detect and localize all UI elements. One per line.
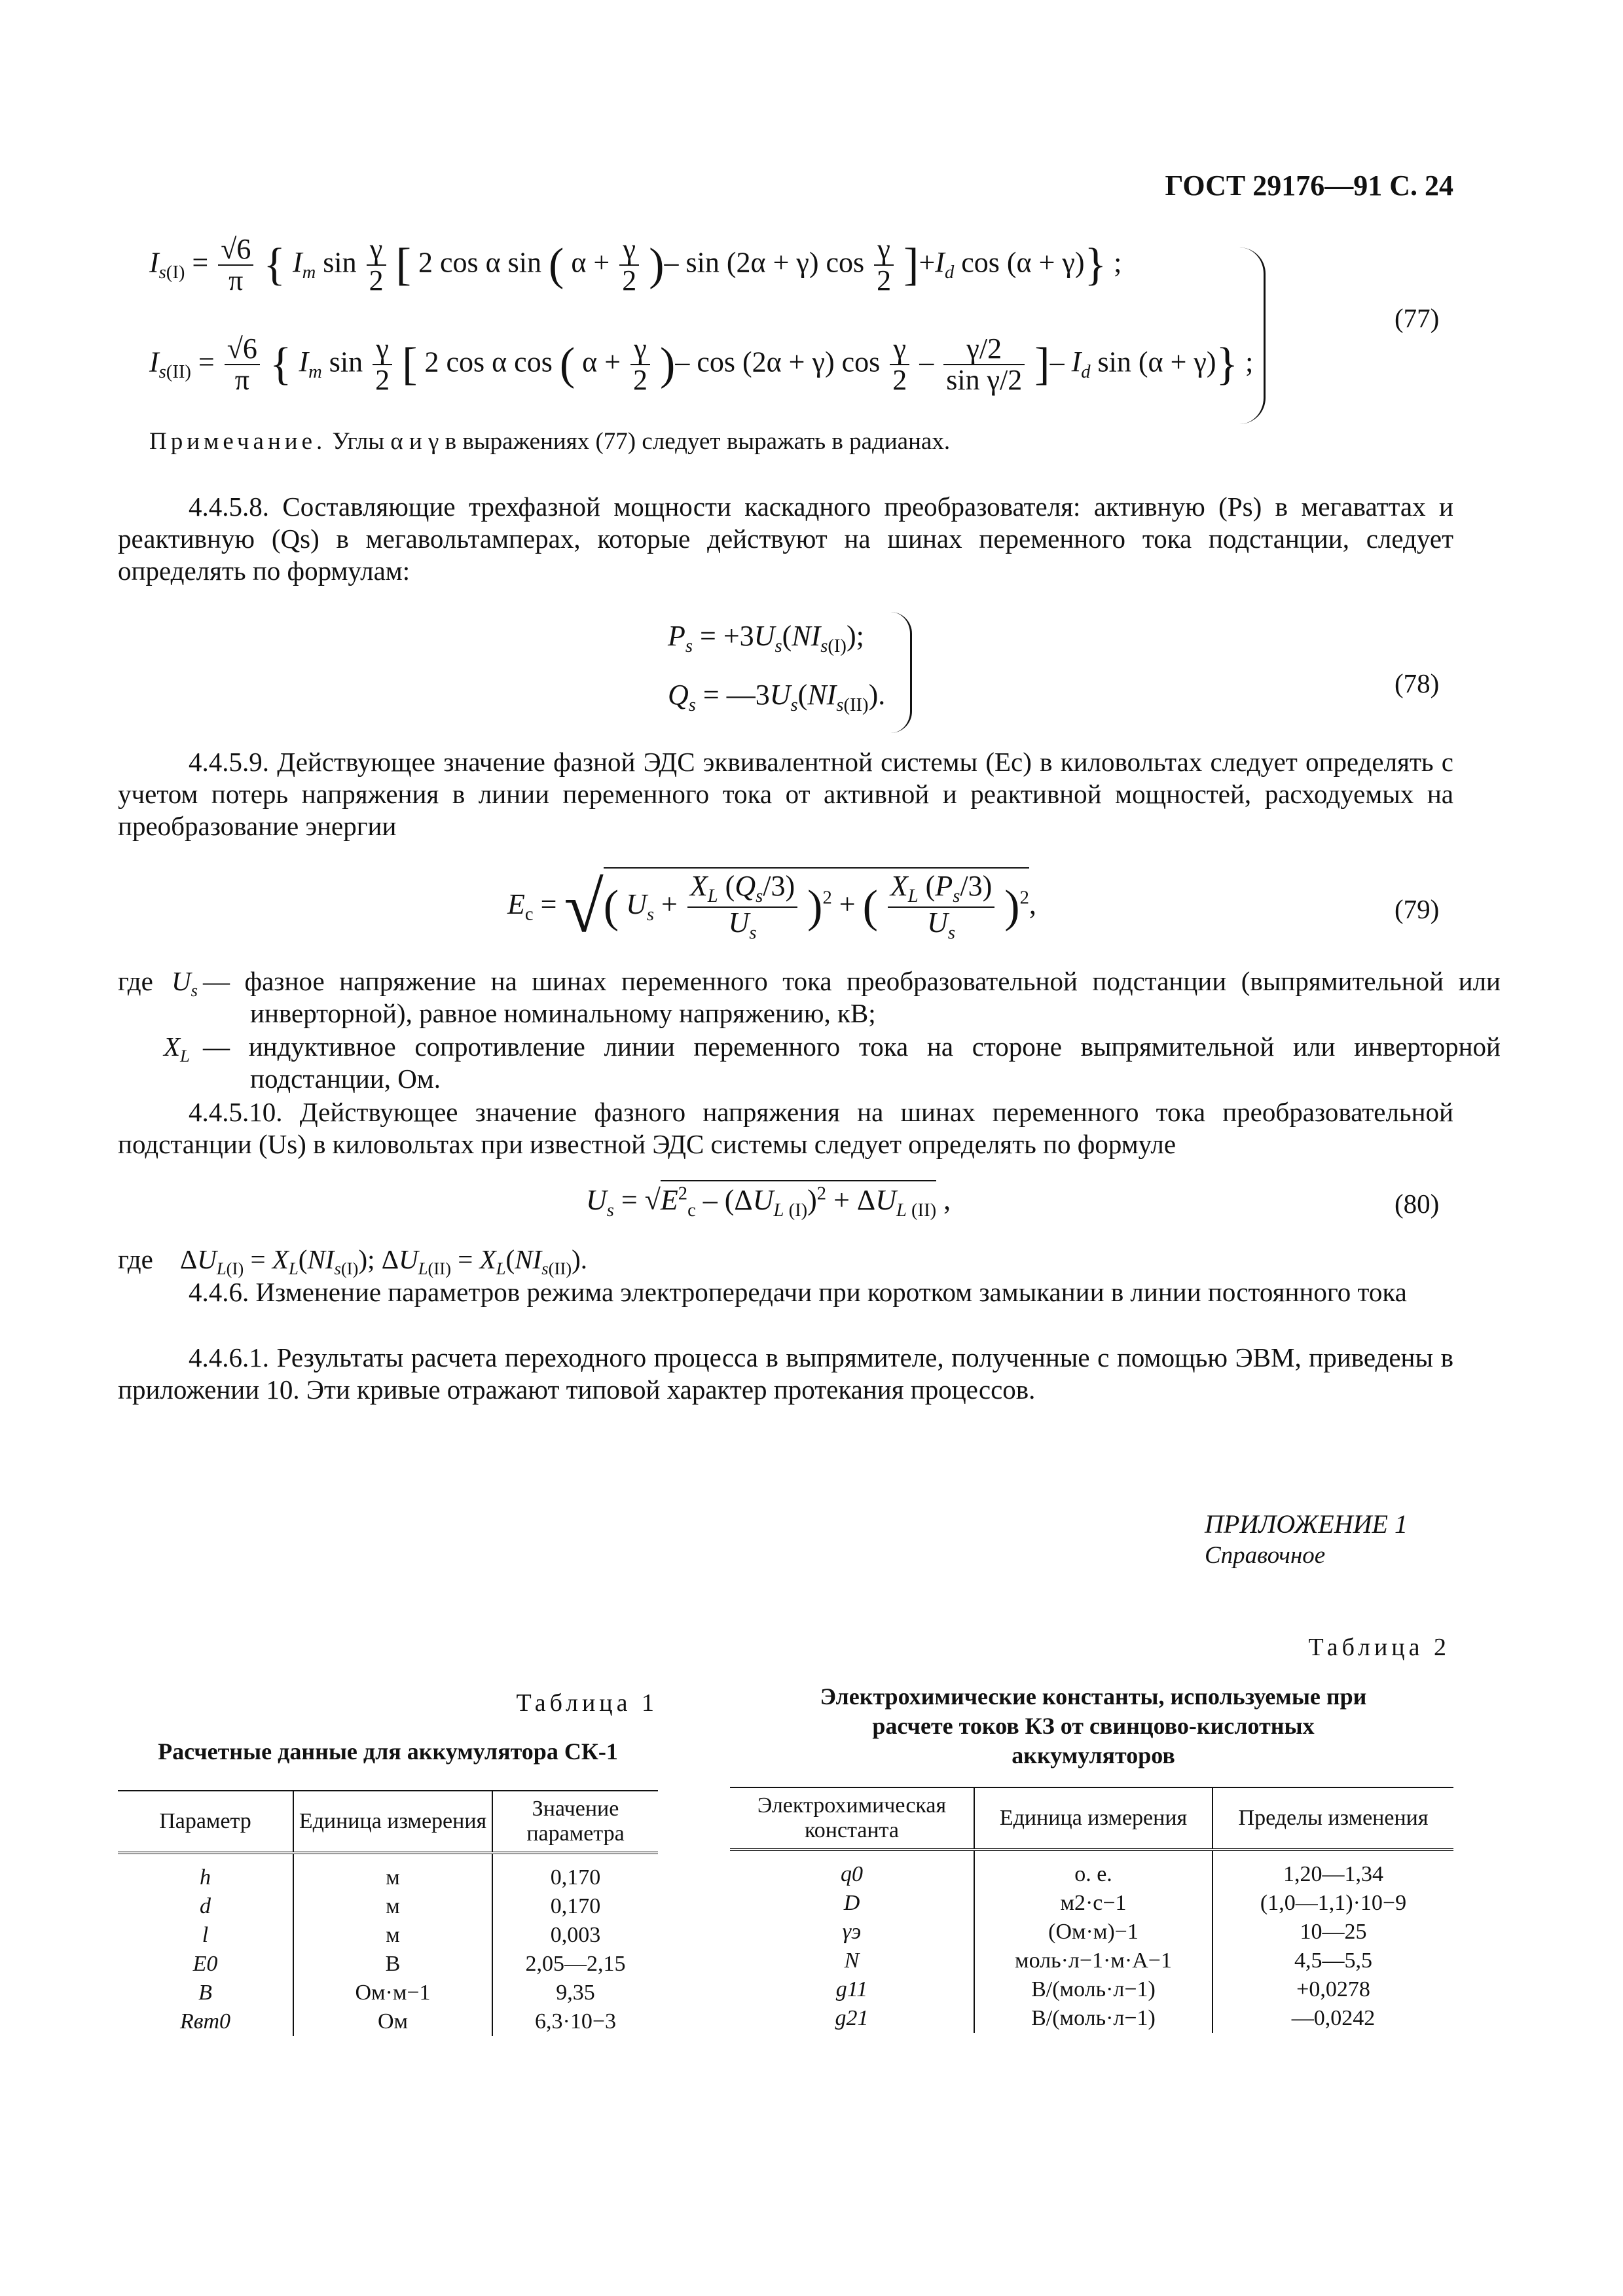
table2-header: Единица измерения	[974, 1787, 1213, 1850]
equation-number-78: (78)	[1395, 668, 1440, 698]
appendix-title: ПРИЛОЖЕНИЕ 1	[1205, 1509, 1408, 1539]
table-cell: B	[198, 1981, 212, 2005]
paragraph-4-4-5-10: 4.4.5.10. Действующее значение фазного напряжения на шинах переменного тока преобразовательной подстанции (Us) в киловольтах при известной ЭДС системы следует определять по формуле	[118, 1097, 1453, 1159]
note-77	[149, 425, 950, 457]
table-row	[730, 1889, 1453, 1918]
brace-77	[1237, 247, 1266, 424]
table-cell: о. е.	[974, 1850, 1213, 1889]
paragraph-4-4-6: 4.4.6. Изменение параметров режима электропередачи при коротком замыкании в линии постоянного тока	[189, 1277, 1407, 1307]
table-cell: 0,170	[492, 1853, 658, 1892]
table-cell: Ом·м−1	[293, 1979, 492, 2007]
table-cell: м	[293, 1921, 492, 1950]
where-label-2: где	[118, 1244, 153, 1274]
table-row	[118, 2007, 658, 2036]
symbol-us: $U_s$	[172, 966, 198, 1001]
table2-header: Пределы изменения	[1213, 1787, 1453, 1850]
table-cell: D	[843, 1891, 860, 1915]
table-cell: 4,5—5,5	[1213, 1946, 1453, 1975]
table-row	[730, 1918, 1453, 1946]
appendix-subtitle: Справочное	[1205, 1542, 1326, 1569]
table-cell: м2·с−1	[974, 1889, 1213, 1918]
table-cell: h	[200, 1865, 211, 1890]
table-row	[730, 1850, 1453, 1889]
table-cell: g11	[835, 1977, 868, 2001]
table-cell: E0	[192, 1952, 218, 1976]
table-row	[730, 1975, 1453, 2004]
table-cell: Rвт0	[179, 2009, 231, 2034]
paragraph-4-4-6-1: 4.4.6.1. Результаты расчета переходного процесса в выпрямителе, полученные с помощью ЭВМ, приведены в приложении 10. Эти кривые отражают типовой характер протекания процессов.	[118, 1342, 1453, 1405]
table1	[118, 1790, 658, 2036]
table1-header: Единица измерения	[293, 1791, 492, 1853]
table-cell: Ом	[293, 2007, 492, 2036]
table-cell: моль·л−1·м·А−1	[974, 1946, 1213, 1975]
table1-container	[118, 1790, 658, 2036]
note-label: Примечание.	[149, 428, 327, 455]
table-cell: +0,0278	[1213, 1975, 1453, 2004]
table-cell: g21	[835, 2006, 869, 2030]
definition-us: — фазное напряжение на шинах переменного тока преобразовательной подстанции (выпрямительной или инверторной), равное номинальному напряжению, кВ;	[203, 966, 1501, 1028]
table-cell: 0,170	[492, 1892, 658, 1921]
table-cell: 10—25	[1213, 1918, 1453, 1946]
table-cell: q0	[841, 1862, 863, 1886]
brace-78	[890, 612, 912, 733]
table2-header-row	[730, 1787, 1453, 1850]
table1-header-row	[118, 1791, 658, 1853]
table-row	[118, 1921, 658, 1950]
table1-header: Параметр	[118, 1791, 293, 1853]
table-cell: —0,0242	[1213, 2004, 1453, 2033]
equation-77-line-2: $I_{s(II)}$ = $\frac{√6}{\pi}$ { $I_m$ sin $\frac{\gamma}{2}$ [ 2 cos α cos ( α + $\frac{\gamma}{2}$ )– cos (2α + γ) cos $\frac{\gamma}{2}$ – $\frac{\gamma/2}{\text{sin γ/2}}$ ]– $I_d$ sin (α + γ)} ;	[149, 332, 1254, 397]
equation-79: $E_с$ = √( $U_s$ + $\frac{X_L (Q_s/3)}{U_s}$ )$^2$ + ( $\frac{X_L (P_s/3)}{U_s}$ )$^2$,	[507, 867, 1036, 947]
table-cell: В/(моль·л−1)	[974, 1975, 1213, 2004]
table2-title: Электрохимические константы, используемые при расчете токов КЗ от свинцово-кислотных аккумуляторов	[820, 1683, 1367, 1768]
table1-header: Значение параметра	[492, 1791, 658, 1853]
table-row	[118, 1892, 658, 1921]
table-row	[730, 1946, 1453, 1975]
table-cell: 9,35	[492, 1979, 658, 2007]
table-cell: 1,20—1,34	[1213, 1850, 1453, 1889]
table-cell: N	[844, 1948, 860, 1973]
page-header: ГОСТ 29176—91 С. 24	[1165, 170, 1453, 202]
table-cell: γэ	[842, 1920, 862, 1944]
equation-77-line-1: $I_{s(I)}$ = $\frac{√6}{\pi}$ { $I_m$ sin $\frac{\gamma}{2}$ [ 2 cos α sin ( α + $\frac{\gamma}{2}$ )– sin (2α + γ) cos $\frac{\gamma}{2}$ ]$+I_d$ cos (α + γ)} ;	[149, 233, 1122, 297]
where-label-1: где	[118, 966, 153, 996]
symbol-xl: $X_L$	[164, 1031, 190, 1066]
paragraph-4-4-5-8: 4.4.5.8. Составляющие трехфазной мощности каскадного преобразователя: активную (Ps) в мегаваттах и реактивную (Qs) в мегавольтамперах, которые действуют на шинах переменного тока подстанции, следует определять по формулам:	[118, 492, 1453, 586]
table-cell: (Ом·м)−1	[974, 1918, 1213, 1946]
where-line-2: где $\Delta U_{L(I)} = X_L(NI_{s(I)})$; $\Delta U_{L(II)} = X_L(NI_{s(II)})$.	[118, 1244, 587, 1279]
note-text: Углы α и γ в выражениях (77) следует выражать в радианах.	[326, 428, 951, 455]
table2-container	[730, 1787, 1453, 2033]
table-cell: м	[293, 1892, 492, 1921]
table-cell: м	[293, 1853, 492, 1892]
definition-xl: — индуктивное сопротивление линии переменного тока на стороне выпрямительной или инверторной подстанции, Ом.	[203, 1031, 1501, 1094]
table2	[730, 1787, 1453, 2033]
table1-title: Расчетные данные для аккумулятора СК-1	[158, 1738, 618, 1765]
table-cell: В/(моль·л−1)	[974, 2004, 1213, 2033]
table-row	[730, 2004, 1453, 2033]
table-cell: 2,05—2,15	[492, 1950, 658, 1979]
table-cell: В	[293, 1950, 492, 1979]
table-cell: d	[200, 1894, 211, 1918]
table-row	[118, 1950, 658, 1979]
table-cell: l	[202, 1923, 209, 1947]
equation-80: $U_s = √E^2_с - (\Delta U_{L (I)})^2 + \Delta U_{L (II)}$ ,	[586, 1185, 951, 1220]
table2-label: Таблица 2	[1308, 1634, 1450, 1661]
table-cell: (1,0—1,1)·10−9	[1213, 1889, 1453, 1918]
table1-label: Таблица 1	[516, 1689, 658, 1717]
equation-78-line-2: $Q_s$ = $—3U_s(NI_{s(II)})$.	[668, 679, 886, 715]
table-cell: 0,003	[492, 1921, 658, 1950]
table-row	[118, 1853, 658, 1892]
equation-number-77: (77)	[1395, 303, 1440, 333]
paragraph-4-4-5-9: 4.4.5.9. Действующее значение фазной ЭДС эквивалентной системы (Eс) в киловольтах следует определять с учетом потерь напряжения в линии переменного тока от активной и реактивной мощностей, расходуемых на преобразование энергии	[118, 747, 1453, 841]
table-row	[118, 1979, 658, 2007]
table-cell: 6,3·10−3	[492, 2007, 658, 2036]
equation-78-line-1: $P_s = +3U_s(NI_{s(I)})$;	[668, 620, 864, 656]
equation-number-80: (80)	[1395, 1189, 1440, 1219]
table2-header: Электрохимическая константа	[730, 1787, 974, 1850]
equation-number-79: (79)	[1395, 894, 1440, 924]
